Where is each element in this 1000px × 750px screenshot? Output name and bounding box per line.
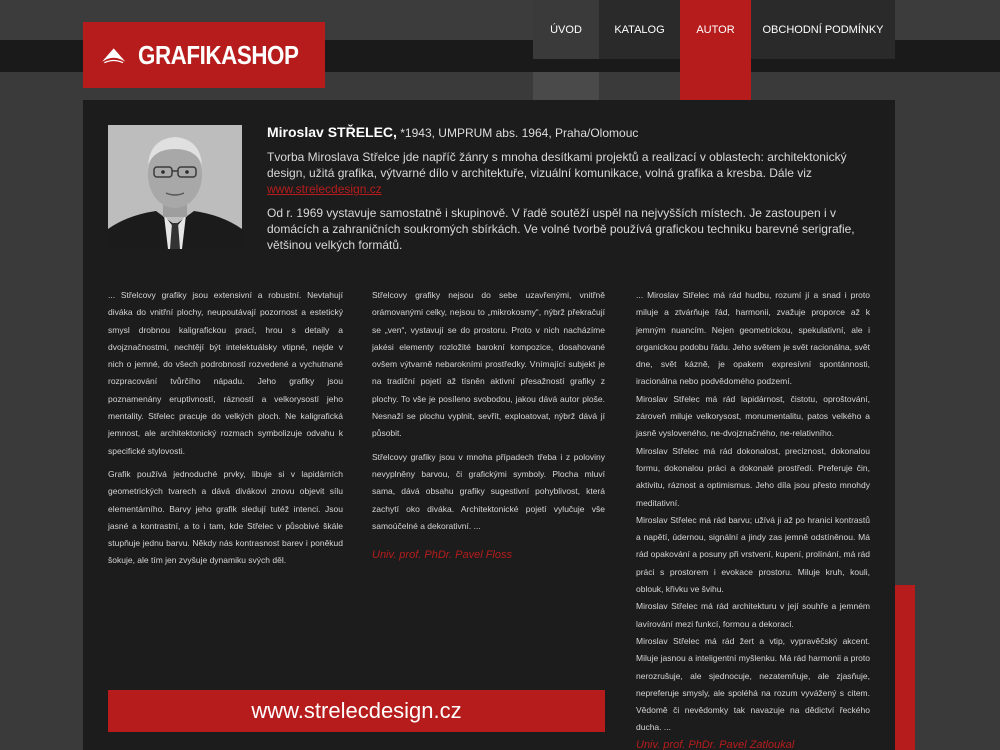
col2-paragraph-2: Střelcovy grafiky jsou v mnoha případech třeba i z poloviny nevyplněny barvou, či grafickými symboly. Plocha mluví sama, dává obsahu grafiky sugestivní pohyblivost, která zachytí oko diváka. Architektonické pojetí vylučuje vše samoúčelné a dekorativní. ... [372, 451, 605, 531]
nav-label-obchodni-podminky[interactable]: OBCHODNÍ PODMÍNKY [751, 0, 895, 59]
logo-book-icon [101, 37, 126, 73]
nav-item-katalog[interactable] [599, 0, 680, 100]
author-photo [108, 125, 242, 249]
col3-signature: Univ. prof. PhDr. Pavel Zatloukal [636, 738, 795, 750]
author-name: Miroslav STŘELEC, [267, 124, 397, 140]
author-portrait-image [108, 125, 242, 249]
main-nav [533, 0, 895, 100]
website-banner[interactable]: www.strelecdesign.cz [108, 690, 605, 732]
nav-item-obchodni-podminky[interactable] [751, 0, 895, 100]
nav-tail-uvod [533, 72, 599, 100]
author-born-info: *1943, UMPRUM abs. 1964, Praha/Olomouc [396, 126, 639, 140]
nav-label-uvod[interactable]: ÚVOD [533, 0, 599, 59]
col2-signature: Univ. prof. PhDr. Pavel Floss [372, 549, 512, 562]
nav-label-autor[interactable]: AUTOR [680, 0, 751, 59]
nav-item-uvod[interactable] [533, 0, 599, 100]
nav-active-indicator [680, 59, 751, 100]
col3-paragraph-1: ... Miroslav Střelec má rád hudbu, rozumí jí a snad i proto miluje a ztvárňuje řád, harmonii, zvažuje proporce až k jemným nuancím. Nejen geometrickou, spekulativní, ale i organickou podobu řádu. Jeho světem je svět racionálna, svět dne, svět kázně, je opakem expresívní spontánnosti, iracionálna nebo podvědomého podzemí. [636, 290, 870, 387]
intro-text-1: Tvorba Miroslava Střelce jde napříč žánry s mnoha desítkami projektů a realizací v oblastech: architektonický design, užitá grafika, výtvarné dílo v architektuře, vizuální komunikace, volná grafika a kresba. Dále viz [267, 150, 847, 180]
strelecdesign-link[interactable]: www.strelecdesign.cz [267, 182, 382, 196]
col3-paragraph-6: Miroslav Střelec má rád žert a vtip, vypravěčský akcent. Miluje jasnou a inteligentní myšlenku. Má rád harmonii a proto nerozrušuje, ale sjednocuje, nezatemňuje, ale zjasňuje, nepreferuje smysly, ale spoléhá na rozum vyvážený s citem. Vědomě či nevědomky tak navazuje na dědictví řeckého ducha. ... [636, 635, 870, 733]
nav-item-autor[interactable] [680, 0, 751, 100]
nav-label-katalog[interactable]: KATALOG [599, 0, 680, 59]
text-column-1 [108, 287, 343, 576]
intro-paragraph-1 [267, 149, 867, 197]
col3-paragraph-3: Miroslav Střelec má rád dokonalost, preciznost, dokonalou formu, dokonalou práci a dokonalé prostředí. Preferuje čin, aktivitu, ráznost a optimismus. Jeho díla jsou přesto mnohdy meditativní. [636, 445, 870, 508]
col3-paragraph-2: Miroslav Střelec má rád lapidárnost, čistotu, oproštování, zároveň miluje velkorysost, monumentalitu, patos velkého a jasně vysloveného, ne-dvojznačného, ne-relativního. [636, 393, 870, 439]
logo-text: GRAFIKASHOP [138, 39, 299, 70]
decorative-red-bar [895, 585, 915, 750]
main-content [83, 100, 895, 750]
text-column-2 [372, 287, 605, 564]
col1-paragraph-1: ... Střelcovy grafiky jsou extensivní a robustní. Nevtahují diváka do vnitřní plochy, neupoutávají pozornost a estetický smysl drobnou kaligrafickou prací, hrou s detaily a dvojznačnostmi, nechtějí být intelektuálsky vtipné, nejde v nich o jemné, do všech podrobností rozvedené a vychutnané rozpracování tvůrčího nápadu. Jeho grafiky jsou poznamenány eruptivností, rázností a velkorysostí jeho mentality. Střelec pracuje do velkých ploch. Ne kaligrafická jemnost, ale architektonický rozmach symbolizuje odvahu k specifické stylovosti. [108, 290, 343, 456]
col1-paragraph-2: Grafik používá jednoduché prvky, libuje si v lapidárních geometrických tvarech a dává divákovi znovu objevit sílu elementárního. Barvy jeho grafik sledují tutéž intenci. Jsou jasné a kontrastní, a to i tam, kde Střelec v působivé škále stupňuje jednu barvu. Někdy nás kontrasnost barev i poněkud šokuje, ale tím jen zvyšuje dynamiku svých děl. [108, 468, 343, 566]
author-heading [267, 124, 867, 141]
intro-paragraph-2: Od r. 1969 vystavuje samostatně i skupinově. V řadě soutěží uspěl na nejvyšších místech. Je zastoupen i v domácích a zahraničních soukromých sbírkách. Ve volné tvorbě používá grafickou techniku barevné serigrafie, většinou velkých formátů. [267, 206, 855, 252]
author-intro [267, 124, 867, 253]
col2-paragraph-1: Střelcovy grafiky nejsou do sebe uzavřenými, vnitřně orámovanými celky, nejsou to „mikrokosmy“, nýbrž překračují se „ven“, vystavují se do prostoru. Proto v nich nacházíme jakési elementy rozložité barokní kompozice, dosahované ovšem výtvarně nebarokními prostředky. Vnímající subjekt je na tradiční pojetí až tísněn aktivní přesažností grafiky z plochy. To vše je posíleno svobodou, jakou dává autor ploše. Nesnaží se plochu vyplnit, sevřít, exploatovat, nýbrž dává jí působit. [372, 290, 605, 439]
logo[interactable] [83, 22, 325, 88]
col3-paragraph-5: Miroslav Střelec má rád architekturu v její souhře a jemném lavírování mezi funkcí, formou a dekorací. [636, 601, 870, 629]
col3-paragraph-4: Miroslav Střelec má rád barvu; užívá ji až po hranici kontrastů a napětí, údernou, signální a jindy zas jemně odstíněnou. Má rád opakování a posuny při vrstvení, kupení, prolínání, má rád práci s prostorem i evokace prostoru. Miluje kruh, kouli, oblouk, křivku ve švihu. [636, 514, 870, 595]
text-column-3 [636, 287, 870, 750]
